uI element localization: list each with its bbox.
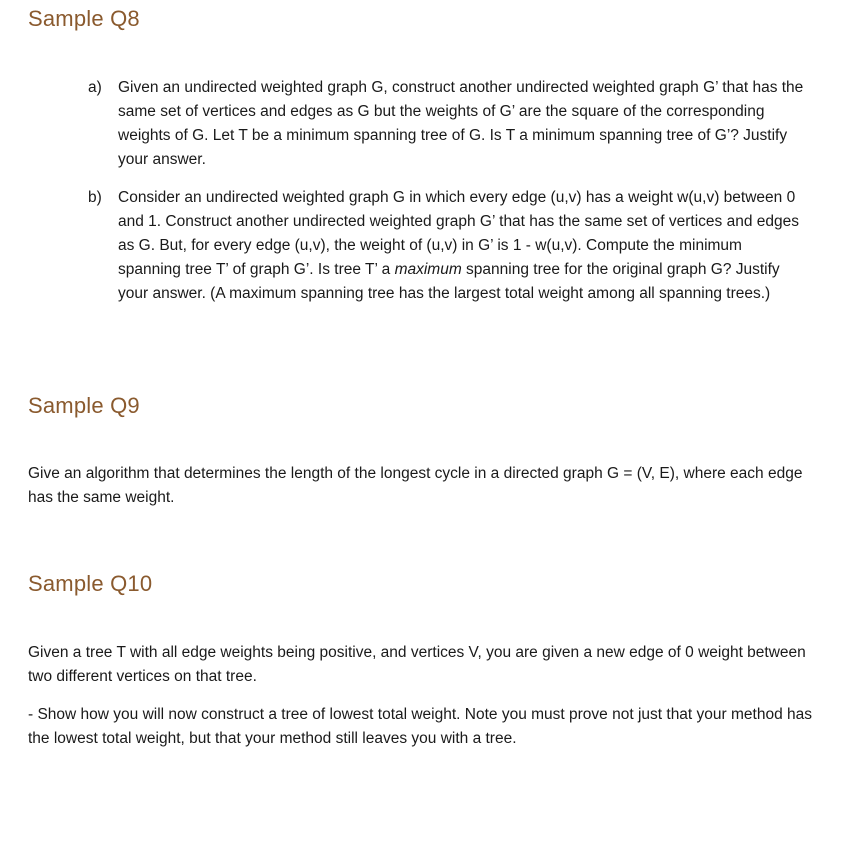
q10-heading: Sample Q10 xyxy=(28,571,153,596)
q8-part-b-emphasis: maximum xyxy=(394,261,462,278)
q8-part-b-text xyxy=(118,186,808,306)
q10-text-2: - Show how you will now construct a tree of lowest total weight. Note you must prove not just that your method has the lowest total weight, but that your method still leaves you with a tree. xyxy=(28,706,812,747)
q9-heading: Sample Q9 xyxy=(28,393,140,418)
q10-text-1: Given a tree T with all edge weights being positive, and vertices V, you are given a new edge of 0 weight between two different vertices on that tree. xyxy=(28,644,806,685)
q8-part-b-marker: b) xyxy=(88,189,102,206)
q8-part-a-text: Given an undirected weighted graph G, construct another undirected weighted graph G’ that has the same set of vertices and edges as G but the weights of G’ are the square of the corresponding weights of G. Let T be a minimum spanning tree of G. Is T a minimum spanning tree of G’? Justify your answer. xyxy=(118,79,804,168)
q8-part-a-marker: a) xyxy=(88,79,102,96)
q8-part-b-text-pre: Consider an undirected weighted graph G in which every edge (u,v) has a weight w(u,v) between 0 and 1. Construct another undirected weighted graph G’ that has the same set of vertices and edges as G. But, for every edge (u,v), the weight of (u,v) in G’ is 1 - w(u,v). Compute the minimum spanning tree T’ of graph G’. Is tree T’ a xyxy=(118,189,799,278)
q8-part-b xyxy=(88,186,808,330)
q8-part-a xyxy=(88,76,808,172)
q8-part-b-text-post: spanning tree for the original graph G? Justify your answer. (A maximum spanning tree has the largest total weight among all spanning trees.) xyxy=(118,261,780,302)
q9-text: Give an algorithm that determines the length of the longest cycle in a directed graph G = (V, E), where each edge has the same weight. xyxy=(28,465,803,506)
q8-heading: Sample Q8 xyxy=(28,6,140,31)
